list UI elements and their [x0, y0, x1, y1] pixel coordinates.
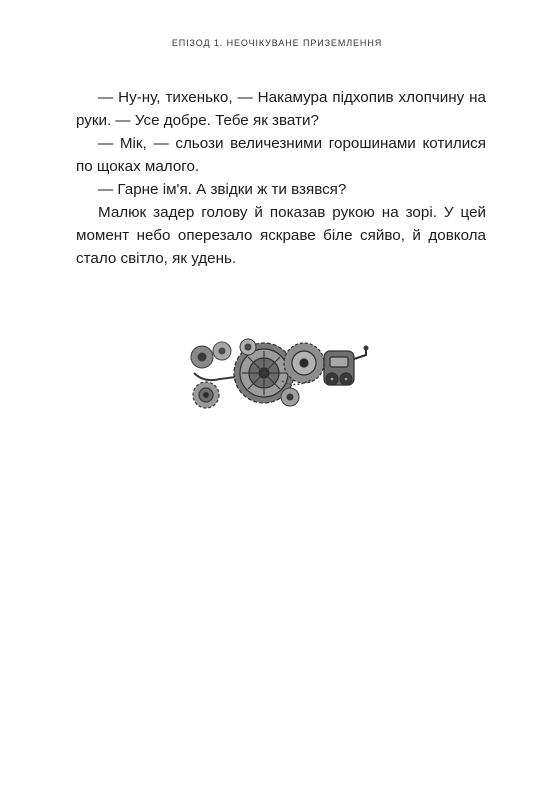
paragraph-4: Малюк задер голову й показав рукою на зорі. У цей момент небо оперезало яскраве біле сяйво, й довкола стало світло, як удень. — [76, 204, 486, 267]
body-text — [76, 86, 486, 270]
paragraph-1: — Ну-ну, тихенько, — Накамура підхопив хлопчину на руки. — Усе добре. Тебе як звати? — [76, 89, 486, 129]
paragraph-3: — Гарне ім'я. А звідки ж ти взявся? — [98, 181, 347, 198]
running-header: ЕПІЗОД 1. НЕОЧІКУВАНЕ ПРИЗЕМЛЕННЯ — [171, 38, 383, 48]
gears-machine-icon — [186, 333, 376, 413]
paragraph-2: — Мік, — сльози величезними горошинами котилися по щоках малого. — [76, 135, 486, 175]
